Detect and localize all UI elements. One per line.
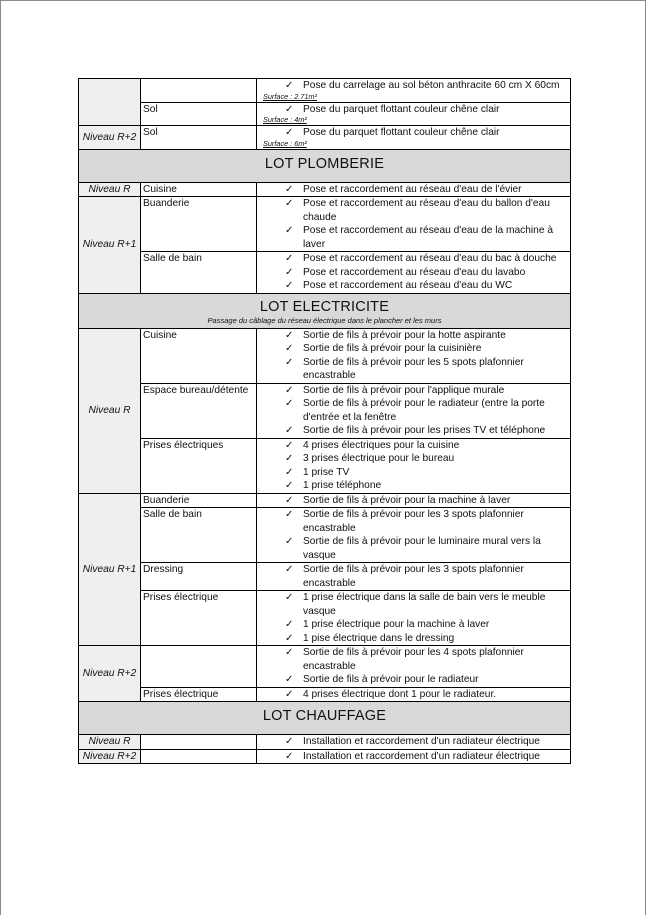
- work-item-text: 1 prise téléphone: [303, 480, 382, 491]
- checkmark-icon: ✓: [285, 674, 294, 685]
- list-item: [263, 688, 568, 702]
- works-list: [259, 591, 568, 645]
- checkmark-icon: ✓: [285, 647, 294, 658]
- works-list: [259, 646, 568, 687]
- list-item: [263, 342, 568, 356]
- level-cell: Niveau R: [79, 735, 141, 750]
- checkmark-icon: ✓: [285, 509, 294, 520]
- work-item-text: Pose et raccordement au réseau d'eau de l'évier: [303, 183, 522, 195]
- works-cell: [257, 252, 571, 294]
- list-item: [263, 750, 568, 764]
- list-item: [263, 535, 568, 562]
- work-item-text: Sortie de fils à prévoir pour les 3 spots plafonnier encastrable: [303, 509, 524, 534]
- work-item-text: 3 prises électrique pour le bureau: [303, 453, 455, 464]
- table-row: [79, 102, 571, 126]
- work-item-text: Pose et raccordement au réseau d'eau du WC: [303, 280, 513, 291]
- room-cell: Cuisine: [141, 328, 257, 383]
- checkmark-icon: ✓: [285, 619, 294, 630]
- checkmark-icon: ✓: [285, 398, 294, 409]
- checkmark-icon: ✓: [285, 253, 294, 264]
- checkmark-icon: ✓: [285, 736, 294, 747]
- works-list: [259, 329, 568, 383]
- work-item-text: Sortie de fils à prévoir pour le radiateur (entre la porte d'entrée et la fenêtre: [303, 398, 545, 423]
- list-item: [263, 452, 568, 466]
- checkmark-icon: ✓: [285, 343, 294, 354]
- list-item: [263, 356, 568, 383]
- list-item: [263, 126, 568, 140]
- works-cell: [257, 438, 571, 493]
- surface-note: Surface : 4m²: [263, 115, 307, 124]
- work-item-text: Sortie de fils à prévoir pour l'applique murale: [303, 384, 505, 396]
- checkmark-icon: ✓: [285, 632, 294, 644]
- works-cell: [257, 102, 571, 126]
- checkmark-icon: ✓: [285, 198, 294, 209]
- work-item-text: Pose et raccordement au réseau d'eau du ballon d'eau chaude: [303, 198, 550, 223]
- room-cell: Buanderie: [141, 197, 257, 252]
- works-list: [259, 508, 568, 562]
- list-item: [263, 183, 568, 197]
- table-row: [79, 197, 571, 252]
- room-cell: [141, 646, 257, 688]
- works-cell: [257, 646, 571, 688]
- list-item: [263, 673, 568, 687]
- level-cell: [79, 79, 141, 126]
- list-item: [263, 439, 568, 453]
- room-cell: [141, 735, 257, 750]
- list-item: [263, 266, 568, 280]
- work-item-text: Pose du parquet flottant couleur chêne clair: [303, 103, 500, 115]
- list-item: [263, 397, 568, 424]
- work-item-text: Pose du parquet flottant couleur chêne clair: [303, 127, 500, 138]
- works-list: [259, 688, 568, 702]
- work-item-text: Sortie de fils à prévoir pour les 4 spots plafonnier encastrable: [303, 647, 524, 672]
- table-row: [79, 79, 571, 103]
- level-cell: Niveau R+2: [79, 126, 141, 150]
- works-cell: [257, 508, 571, 563]
- works-cell: [257, 383, 571, 438]
- table-row: [79, 508, 571, 563]
- work-item-text: 1 prise électrique pour la machine à laver: [303, 619, 490, 630]
- work-item-text: Installation et raccordement d'un radiateur électrique: [303, 750, 540, 762]
- works-cell: [257, 197, 571, 252]
- list-item: [263, 224, 568, 251]
- section-title: LOT CHAUFFAGE: [262, 708, 387, 724]
- checkmark-icon: ✓: [285, 356, 294, 368]
- checkmark-icon: ✓: [285, 564, 294, 575]
- works-cell: [257, 126, 571, 150]
- room-cell: Sol: [141, 126, 257, 150]
- works-list: [259, 750, 568, 764]
- room-cell: Salle de bain: [141, 508, 257, 563]
- works-cell: [257, 735, 571, 750]
- room-cell: Sol: [141, 102, 257, 126]
- works-list: [259, 563, 568, 590]
- room-cell: [141, 79, 257, 103]
- works-list: [259, 252, 568, 293]
- list-item: [263, 735, 568, 749]
- table-row: [79, 493, 571, 508]
- surface-note: Surface : 6m²: [263, 138, 307, 148]
- work-item-text: Installation et raccordement d'un radiateur électrique: [303, 736, 540, 747]
- table-row: [79, 749, 571, 764]
- list-item: [263, 103, 568, 117]
- section-cell: [79, 702, 571, 735]
- work-item-text: 1 pise électrique dans le dressing: [303, 632, 455, 644]
- checkmark-icon: ✓: [285, 103, 294, 115]
- work-item-text: Sortie de fils à prévoir pour la cuisinière: [303, 343, 482, 354]
- section-header-lot-electricite: [79, 293, 571, 328]
- level-cell: Niveau R+2: [79, 646, 141, 702]
- checkmark-icon: ✓: [285, 425, 294, 436]
- work-item-text: Sortie de fils à prévoir pour les 3 spots plafonnier encastrable: [303, 564, 524, 589]
- table-row: [79, 383, 571, 438]
- list-item: [263, 508, 568, 535]
- list-item: [263, 279, 568, 293]
- surface-note: Surface : 2.71m²: [263, 91, 317, 101]
- works-list: [259, 439, 568, 493]
- table-row: [79, 182, 571, 197]
- works-cell: [257, 79, 571, 103]
- work-item-text: Sortie de fils à prévoir pour la machine à laver: [303, 494, 511, 506]
- table-row: [79, 328, 571, 383]
- works-cell: [257, 591, 571, 646]
- work-item-text: Pose et raccordement au réseau d'eau de la machine à laver: [303, 225, 553, 250]
- work-item-text: 4 prises électriques pour la cuisine: [303, 439, 460, 451]
- room-cell: Dressing: [141, 563, 257, 591]
- checkmark-icon: ✓: [285, 494, 294, 506]
- table-row: [79, 563, 571, 591]
- level-cell: Niveau R+1: [79, 493, 141, 646]
- works-cell: [257, 493, 571, 508]
- table-row: [79, 252, 571, 294]
- works-cell: [257, 749, 571, 764]
- section-header-lot-plomberie: [79, 149, 571, 182]
- checkmark-icon: ✓: [285, 225, 294, 236]
- checkmark-icon: ✓: [285, 384, 294, 396]
- list-item: [263, 591, 568, 618]
- works-list: [259, 79, 568, 93]
- checkmark-icon: ✓: [285, 280, 294, 291]
- room-cell: Cuisine: [141, 182, 257, 197]
- room-cell: Prises électrique: [141, 687, 257, 702]
- room-cell: Buanderie: [141, 493, 257, 508]
- section-cell: [79, 293, 571, 328]
- list-item: [263, 494, 568, 508]
- section-subtitle: Passage du câblage du réseau électrique dans le plancher et les murs: [207, 315, 442, 325]
- checkmark-icon: ✓: [285, 266, 294, 278]
- list-item: [263, 79, 568, 93]
- list-item: [263, 632, 568, 646]
- level-cell: Niveau R+2: [79, 749, 141, 764]
- table-row: [79, 646, 571, 688]
- checkmark-icon: ✓: [285, 592, 294, 603]
- work-item-text: Sortie de fils à prévoir pour la hotte aspirante: [303, 329, 506, 341]
- works-cell: [257, 687, 571, 702]
- list-item: [263, 646, 568, 673]
- work-item-text: Pose du carrelage au sol béton anthracite 60 cm X 60cm: [303, 80, 560, 91]
- works-list: [259, 197, 568, 251]
- work-item-text: 1 prise électrique dans la salle de bain vers le meuble vasque: [303, 592, 546, 617]
- list-item: [263, 479, 568, 493]
- checkmark-icon: ✓: [285, 480, 294, 491]
- work-item-text: Pose et raccordement au réseau d'eau du lavabo: [303, 266, 526, 278]
- checkmark-icon: ✓: [285, 127, 294, 138]
- room-cell: [141, 749, 257, 764]
- works-list: [259, 126, 568, 140]
- section-header-lot-chauffage: [79, 702, 571, 735]
- list-item: [263, 466, 568, 480]
- list-item: [263, 424, 568, 438]
- works-list: [259, 384, 568, 438]
- table-row: [79, 735, 571, 750]
- work-item-text: 1 prise TV: [303, 466, 350, 478]
- checkmark-icon: ✓: [285, 439, 294, 451]
- checkmark-icon: ✓: [285, 466, 294, 478]
- checkmark-icon: ✓: [285, 453, 294, 464]
- work-item-text: Sortie de fils à prévoir pour le radiateur: [303, 674, 479, 685]
- works-list: [259, 103, 568, 117]
- room-cell: Prises électriques: [141, 438, 257, 493]
- list-item: [263, 197, 568, 224]
- table-row: [79, 687, 571, 702]
- level-cell: Niveau R: [79, 182, 141, 197]
- level-cell: Niveau R+1: [79, 197, 141, 294]
- works-cell: [257, 328, 571, 383]
- list-item: [263, 618, 568, 632]
- checkmark-icon: ✓: [285, 750, 294, 762]
- checkmark-icon: ✓: [285, 688, 294, 700]
- list-item: [263, 329, 568, 343]
- table-row: [79, 591, 571, 646]
- works-list: [259, 494, 568, 508]
- list-item: [263, 384, 568, 398]
- checkmark-icon: ✓: [285, 80, 294, 91]
- work-item-text: Pose et raccordement au réseau d'eau du bac à douche: [303, 253, 557, 264]
- table-row: [79, 438, 571, 493]
- works-cell: [257, 563, 571, 591]
- works-list: [259, 183, 568, 197]
- checkmark-icon: ✓: [285, 329, 294, 341]
- section-title: LOT PLOMBERIE: [264, 155, 385, 172]
- checkmark-icon: ✓: [285, 536, 294, 547]
- table-row: [79, 126, 571, 150]
- work-item-text: Sortie de fils à prévoir pour les prises TV et téléphone: [303, 425, 546, 436]
- works-table: [78, 78, 571, 764]
- work-item-text: Sortie de fils à prévoir pour le luminaire mural vers la vasque: [303, 536, 541, 561]
- section-title: LOT ELECTRICITE: [259, 298, 390, 315]
- room-cell: Salle de bain: [141, 252, 257, 294]
- work-item-text: Sortie de fils à prévoir pour les 5 spots plafonnier encastrable: [303, 356, 524, 381]
- room-cell: Espace bureau/détente: [141, 383, 257, 438]
- section-cell: [79, 149, 571, 182]
- checkmark-icon: ✓: [285, 183, 294, 195]
- level-cell: Niveau R: [79, 328, 141, 493]
- list-item: [263, 563, 568, 590]
- works-list: [259, 735, 568, 749]
- work-item-text: 4 prises électrique dont 1 pour le radiateur.: [303, 688, 497, 700]
- works-cell: [257, 182, 571, 197]
- room-cell: Prises électrique: [141, 591, 257, 646]
- list-item: [263, 252, 568, 266]
